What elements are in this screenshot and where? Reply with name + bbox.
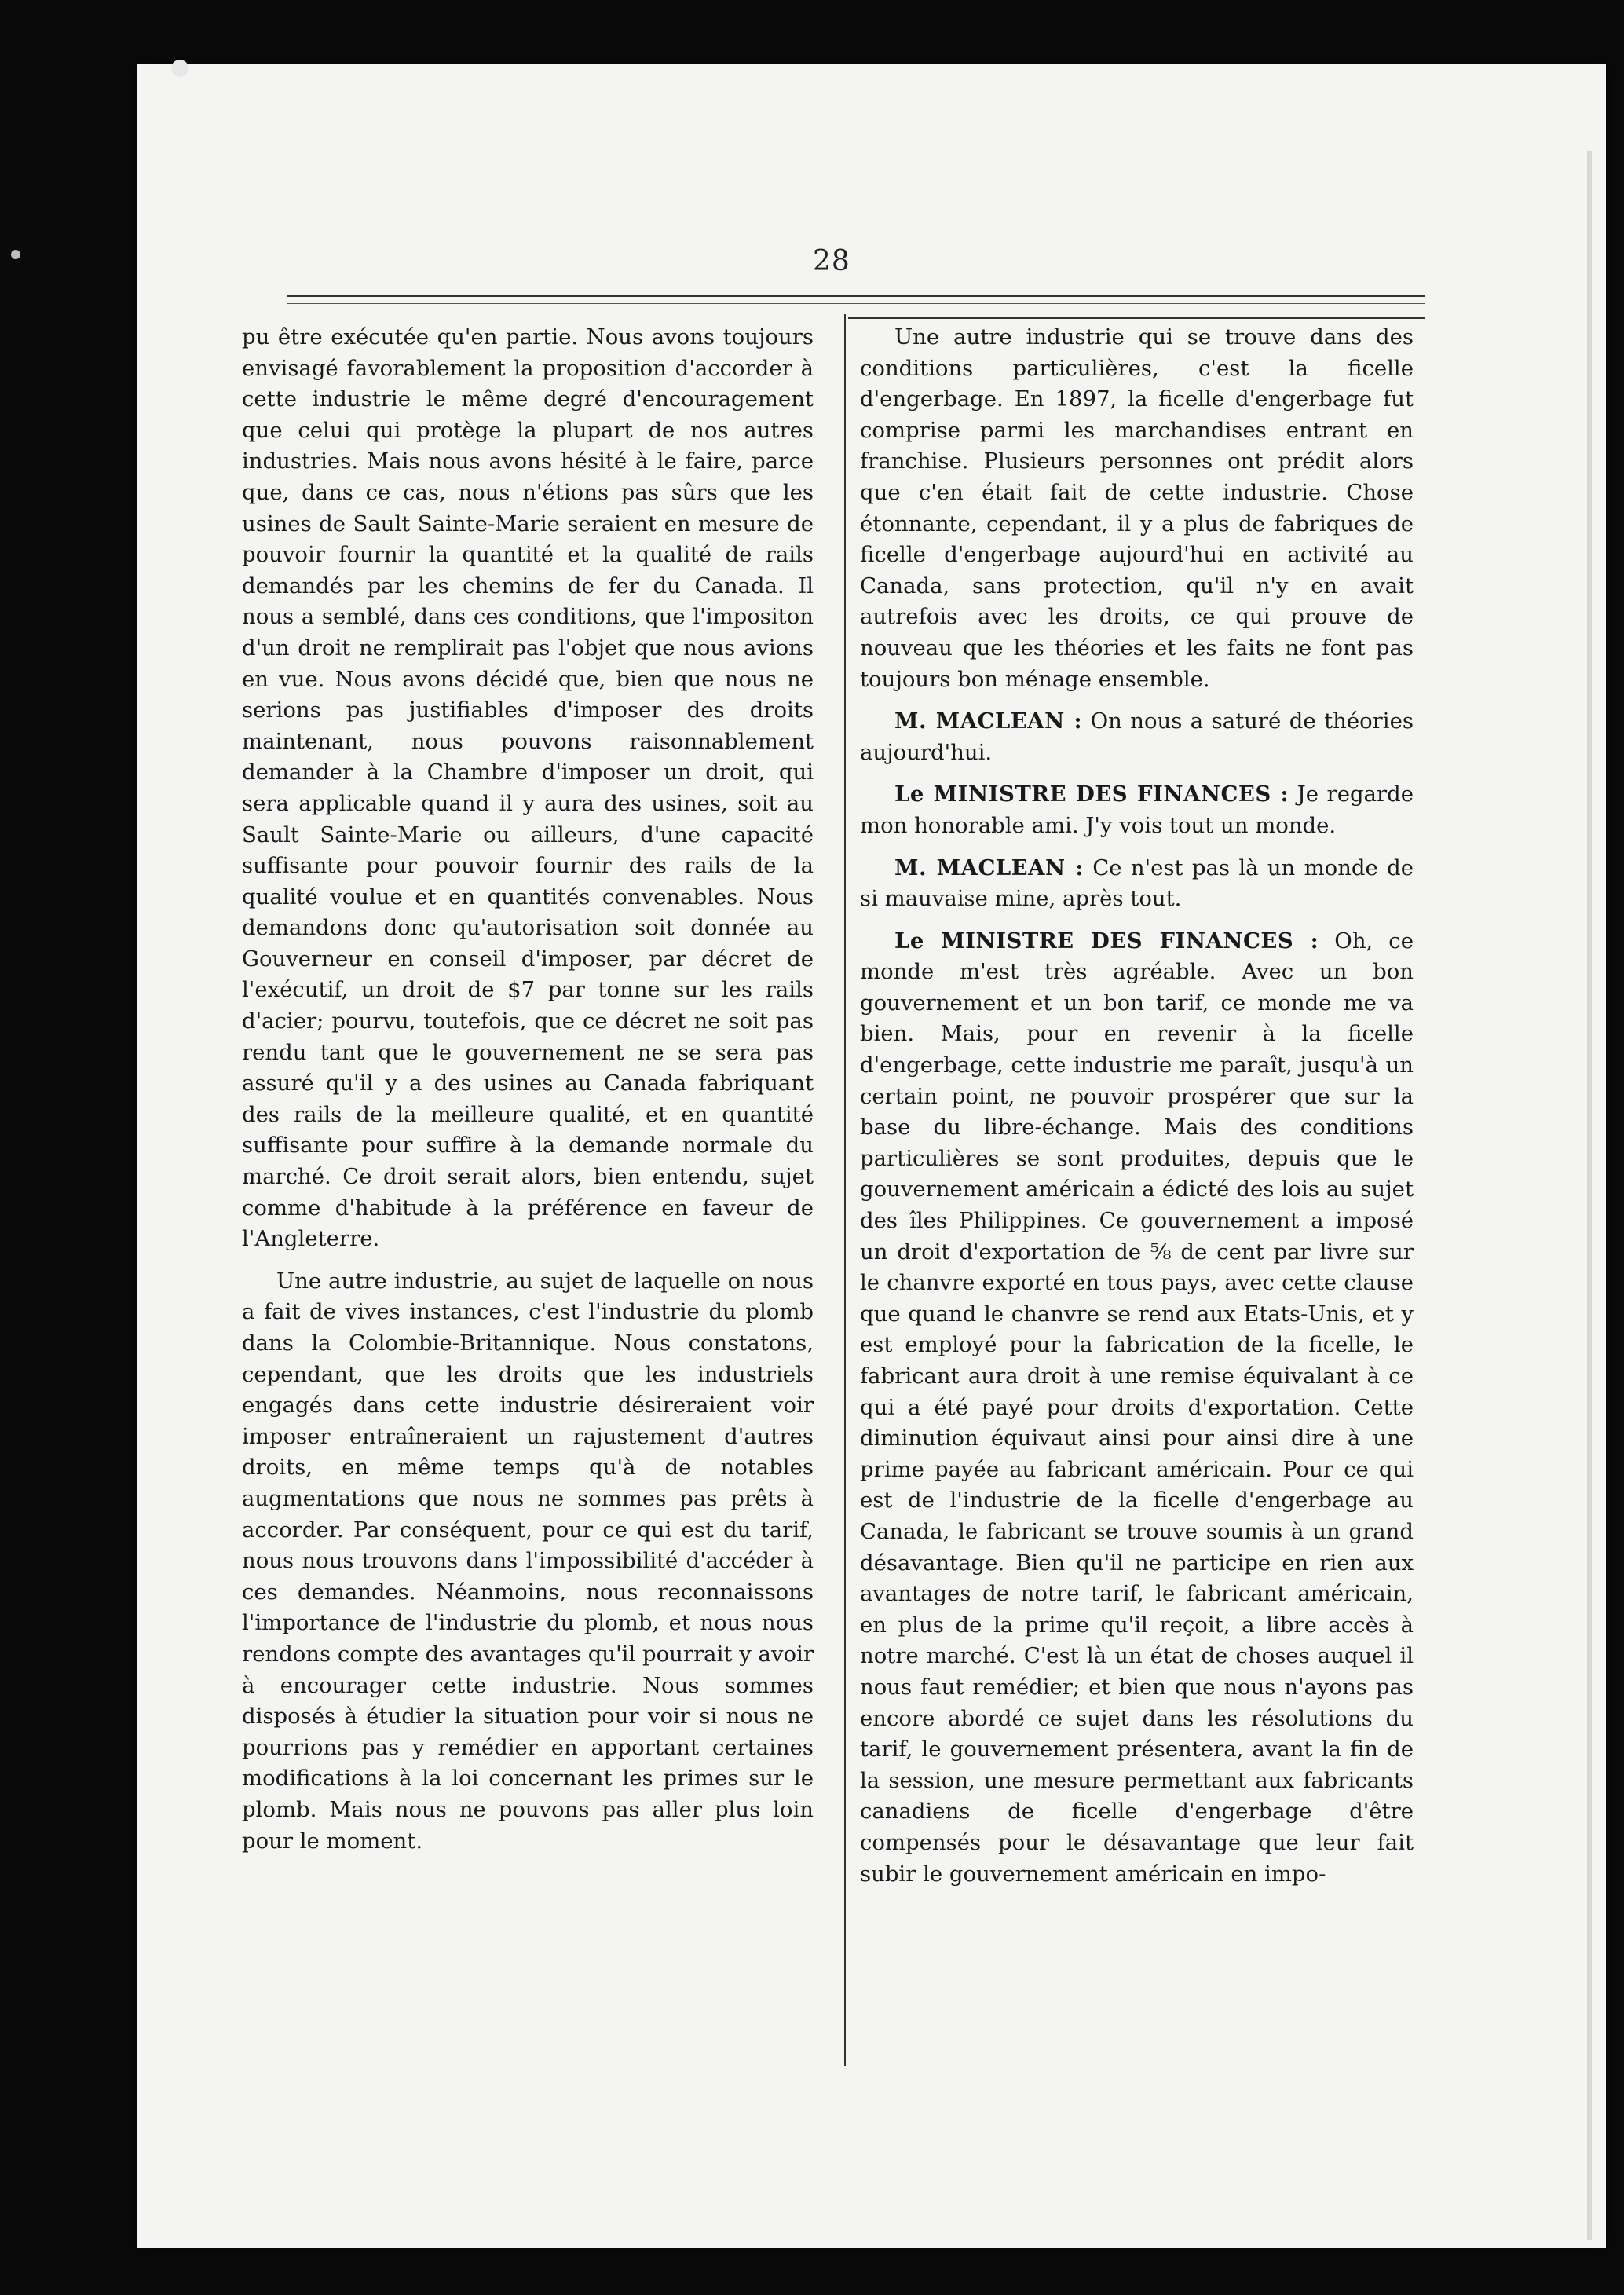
page-edge-shadow bbox=[1587, 151, 1592, 2240]
paragraph-text: Une autre industrie qui se trouve dans des conditions particulières, c'est la ficelle d'engerbage. En 1897, la ficelle d'engerbage fut comprise parmi les marchandises entrant en franchise. Plusieurs personnes ont prédit alors que c'en était fait de cette industrie. Chose étonnante, cependant, il y a plus de fabriques de ficelle d'engerbage aujourd'hui en activité au Canada, sans protection, qu'il n'y en avait autrefois avec les droits, ce qui prouve de nouveau que les théories et les faits ne font pas toujours bon ménage ensemble. bbox=[860, 324, 1414, 692]
left-column bbox=[242, 322, 814, 1868]
header-rule bbox=[287, 295, 1425, 297]
header-rule-thin bbox=[287, 303, 1425, 304]
speech-paragraph bbox=[860, 706, 1414, 768]
paragraph bbox=[860, 322, 1414, 695]
speaker-name: Le MINISTRE DES FINANCES : bbox=[894, 781, 1289, 807]
speech-text: Oh, ce monde m'est très agréable. Avec un bon gouvernement et un bon tarif, ce monde me va bien. Mais, pour en revenir à la ficelle d'engerbage, cette industrie me paraît, jusqu'à un certain point, ne pouvoir prospérer que sur la base du libre-échange. Mais des conditions particulières se sont produites, depuis que le gouvernement américain a édicté des lois au sujet des îles Philippines. Ce gouvernement a imposé un droit d'exportation de ⅝ de cent par livre sur le chanvre exporté en tous pays, avec cette clause que quand le chanvre se rend aux Etats-Unis, et y est employé pour la fabrication de la ficelle, le fabricant aura droit à une remise équivalant à ce qui a été payé pour droits d'exportation. Cette diminution équivaut ainsi pour ainsi dire à une prime payée au fabricant américain. Pour ce qui est de l'industrie de la ficelle d'engerbage au Canada, le fabricant se trouve soumis à un grand désavantage. Bien qu'il ne participe en rien aux avantages de notre tarif, le fabricant américain, en plus de la prime qu'il reçoit, a libre accès à notre marché. C'est là un état de choses auquel il nous faut remédier; et bien que nous n'ayons pas encore abordé ce sujet dans les résolutions du tarif, le gouvernement présentera, avant la fin de la session, une mesure permettant aux fabricants canadiens de ficelle d'engerbage d'être compensés pour le désavantage que leur fait subir le gouvernement américain en impo- bbox=[860, 928, 1414, 1887]
speaker-name: M. MACLEAN : bbox=[894, 855, 1084, 880]
page-number: 28 bbox=[813, 245, 850, 277]
speech-paragraph bbox=[860, 926, 1414, 1890]
speaker-name: M. MACLEAN : bbox=[894, 708, 1083, 734]
speech-text: On nous a saturé de théories aujourd'hui. bbox=[860, 708, 1414, 765]
scan-speck bbox=[11, 250, 20, 259]
speaker-name: Le MINISTRE DES FINANCES : bbox=[894, 928, 1319, 954]
scan-speck bbox=[171, 60, 188, 77]
speech-paragraph bbox=[860, 779, 1414, 841]
paragraph: pu être exécutée qu'en partie. Nous avons toujours envisagé favorablement la proposition d'accorder à cette industrie le même degré d'encouragement que celui qui protège la plupart de nos autres industries. Mais nous avons hésité à le faire, parce que, dans ce cas, nous n'étions pas sûrs que les usines de Sault Sainte-Marie seraient en mesure de pouvoir fournir la quantité et la qualité de rails demandés par les chemins de fer du Canada. Il nous a semblé, dans ces conditions, que l'impositon d'un droit ne remplirait pas l'objet que nous avions en vue. Nous avons décidé que, bien que nous ne serions pas justifiables d'imposer des droits maintenant, nous pouvons raisonnablement demander à la Chambre d'imposer un droit, qui sera applicable quand il y aura des usines, soit au Sault Sainte-Marie ou ailleurs, d'une capacité suffisante pour pouvoir fournir des rails de la qualité voulue et en quantités convenables. Nous demandons donc qu'autorisation soit donnée au Gouverneur en conseil d'imposer, par décret de l'exécutif, un droit de $7 par tonne sur les rails d'acier; pourvu, toutefois, que ce décret ne soit pas rendu tant que le gouvernement ne se sera pas assuré qu'il y a des usines au Canada fabriquant des rails de la meilleure qualité, et en quantité suffisante pour suffire à la demande normale du marché. Ce droit serait alors, bien entendu, sujet comme d'habitude à la préférence en faveur de l'Angleterre. bbox=[242, 324, 814, 1252]
right-column-rule bbox=[848, 317, 1425, 319]
speech-paragraph bbox=[860, 853, 1414, 915]
right-column bbox=[860, 322, 1414, 1901]
paragraph: Une autre industrie, au sujet de laquelle on nous a fait de vives instances, c'est l'industrie du plomb dans la Colombie-Britannique. Nous constatons, cependant, que les droits que les industriels engagés dans cette industrie désireraient voir imposer entraîneraient un rajustement d'autres droits, en même temps qu'à de notables augmentations que nous ne sommes pas prêts à accorder. Par conséquent, pour ce qui est du tarif, nous nous trouvons dans l'impossibilité d'accéder à ces demandes. Néanmoins, nous reconnaissons l'importance de l'industrie du plomb, et nous nous rendons compte des avantages qu'il pourrait y avoir à encourager cette industrie. Nous sommes disposés à étudier la situation pour voir si nous ne pourrions pas y remédier en apportant certaines modifications à la loi concernant les primes sur le plomb. Mais nous ne pouvons pas aller plus loin pour le moment. bbox=[242, 1268, 814, 1854]
column-divider bbox=[844, 314, 846, 2066]
speech-text: Ce n'est pas là un monde de si mauvaise mine, après tout. bbox=[860, 855, 1414, 912]
speech-text: Je regarde mon honorable ami. J'y vois tout un monde. bbox=[860, 781, 1414, 838]
